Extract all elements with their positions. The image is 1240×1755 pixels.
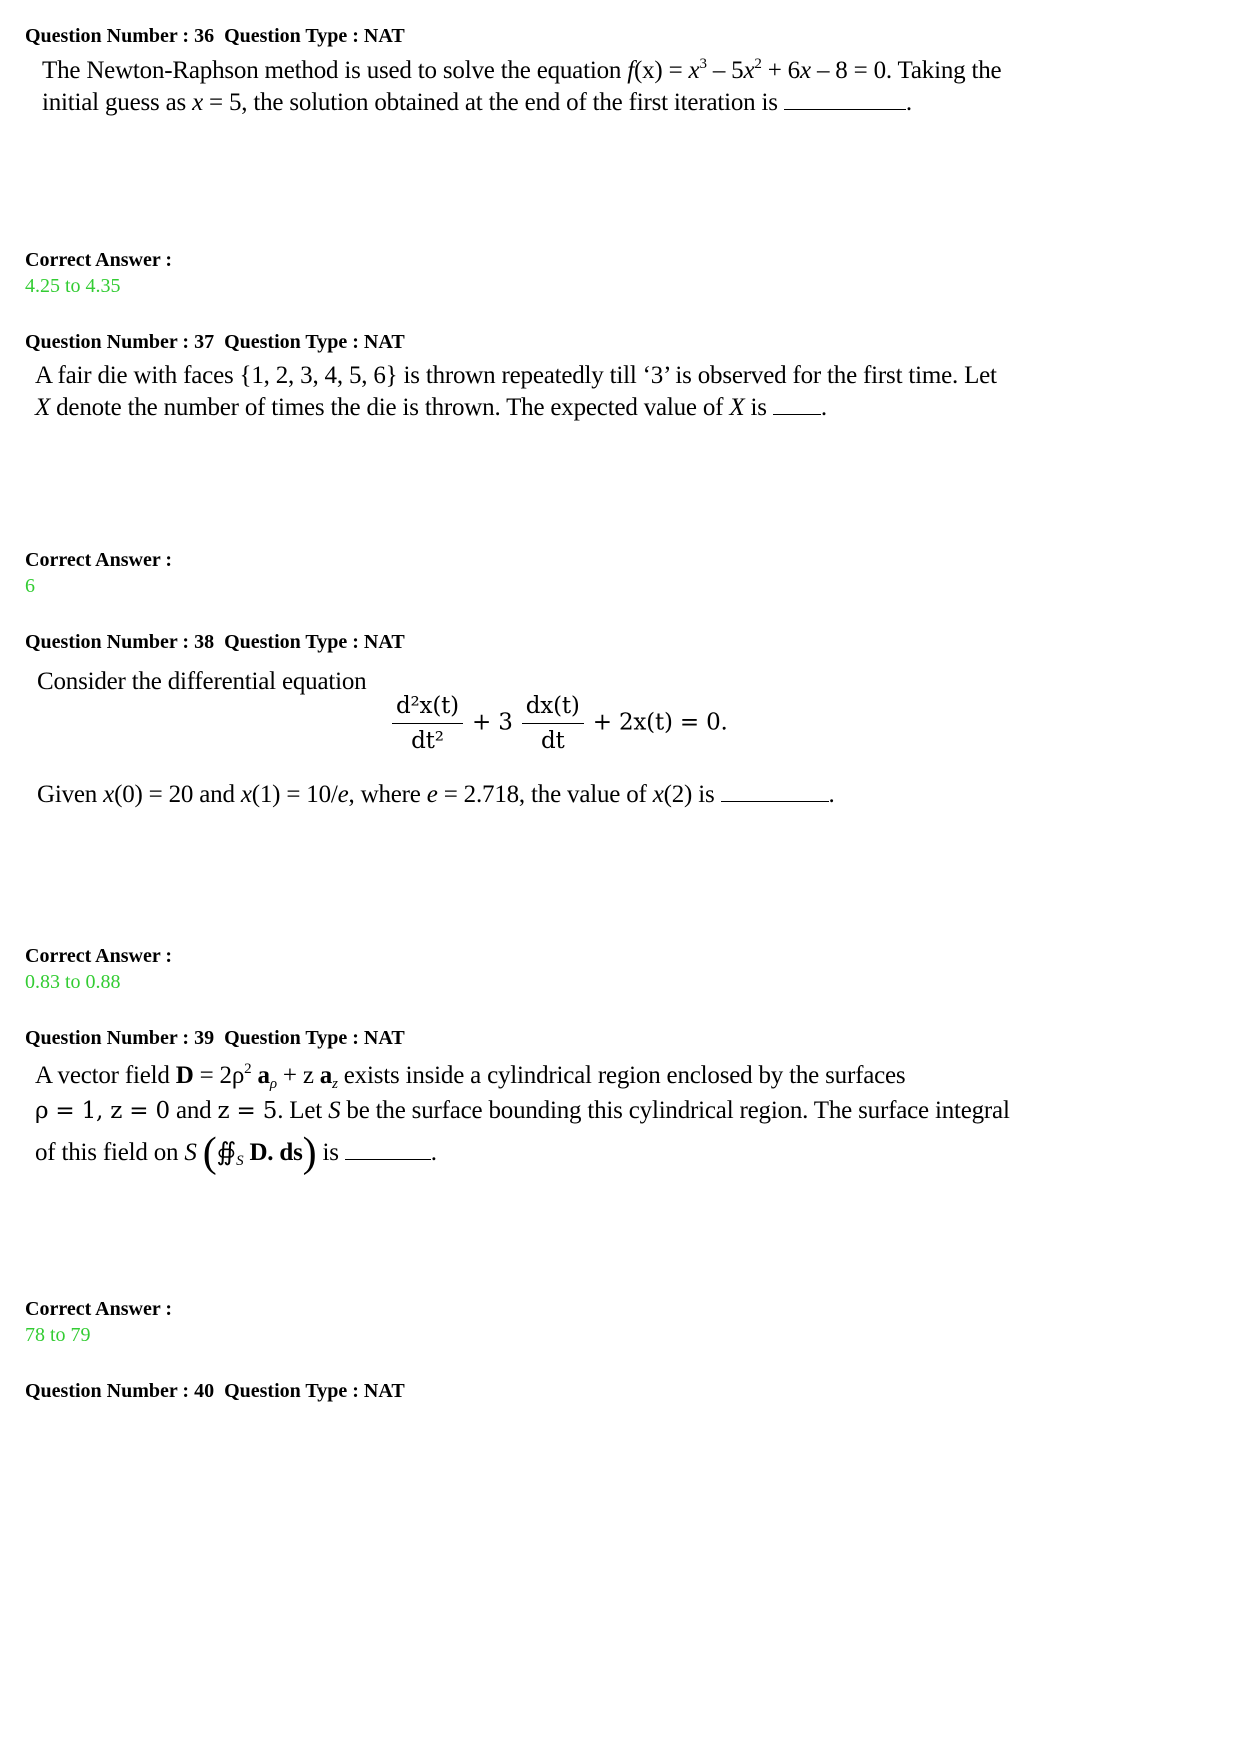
question-intro: Consider the differential equation: [37, 668, 367, 695]
question-header: Question Number : 36 Question Type : NAT: [25, 25, 405, 47]
fraction: $\frac{dx(t)}{dt}$: [522, 692, 584, 755]
question-header: Question Number : 39 Question Type : NAT: [25, 1027, 405, 1049]
fraction: $\frac{\text{d²x(t)}}{\text{dt²}}$: [392, 692, 463, 755]
correct-answer-label: Correct Answer :: [25, 945, 172, 967]
question-text: [35, 1058, 1010, 1176]
question-text: [35, 360, 997, 424]
answer-blank: [773, 394, 821, 415]
answer-blank: [784, 89, 906, 110]
correct-answer-label: Correct Answer :: [25, 549, 172, 571]
correct-answer-value: 4.25 to 4.35: [25, 275, 121, 297]
differential-equation: $\frac{\text{d²x(t)}}{\text{dt²}}$ + 3 $\frac{dx(t)}{dt}$ + 2x(t) = 0.: [390, 692, 728, 755]
correct-answer-label: Correct Answer :: [25, 1298, 172, 1320]
correct-answer-value: 6: [25, 575, 35, 597]
correct-answer-label: Correct Answer :: [25, 249, 172, 271]
question-line: ρ = 1, z = 0 and z = 5. Let S be the surface bounding this cylindrical region. The surface integral: [35, 1097, 1010, 1124]
correct-answer-value: 78 to 79: [25, 1324, 91, 1346]
question-line: X denote the number of times the die is thrown. The expected value of X is .: [35, 394, 827, 421]
question-text: [42, 55, 1001, 119]
question-line: of this field on S ($∯_S$ D. ds) is .: [35, 1130, 437, 1176]
answer-blank: [345, 1139, 431, 1160]
answer-blank: [721, 781, 829, 802]
question-line: The Newton-Raphson method is used to solve the equation $f(x) = x^3 - 5x^2 + 6x - 8 = 0$. Taking the: [42, 56, 1002, 84]
question-line: Given x(0) = 20 and x(1) = 10/e, where e = 2.718, the value of x(2) is .: [37, 781, 835, 808]
question-header: Question Number : 40 Question Type : NAT: [25, 1380, 405, 1402]
question-line: A fair die with faces {1, 2, 3, 4, 5, 6} is thrown repeatedly till ‘3’ is observed for the first time. Let: [35, 362, 997, 389]
correct-answer-value: 0.83 to 0.88: [25, 971, 121, 993]
question-header: Question Number : 37 Question Type : NAT: [25, 331, 405, 353]
question-header: Question Number : 38 Question Type : NAT: [25, 631, 405, 653]
question-line: A vector field $D = 2\rho^2$ $a_\rho + z$ $a_z$ exists inside a cylindrical region enclosed by the surfaces: [35, 1061, 906, 1092]
question-line: initial guess as x = 5, the solution obtained at the end of the first iteration is .: [42, 89, 912, 116]
question-text: [37, 779, 835, 811]
